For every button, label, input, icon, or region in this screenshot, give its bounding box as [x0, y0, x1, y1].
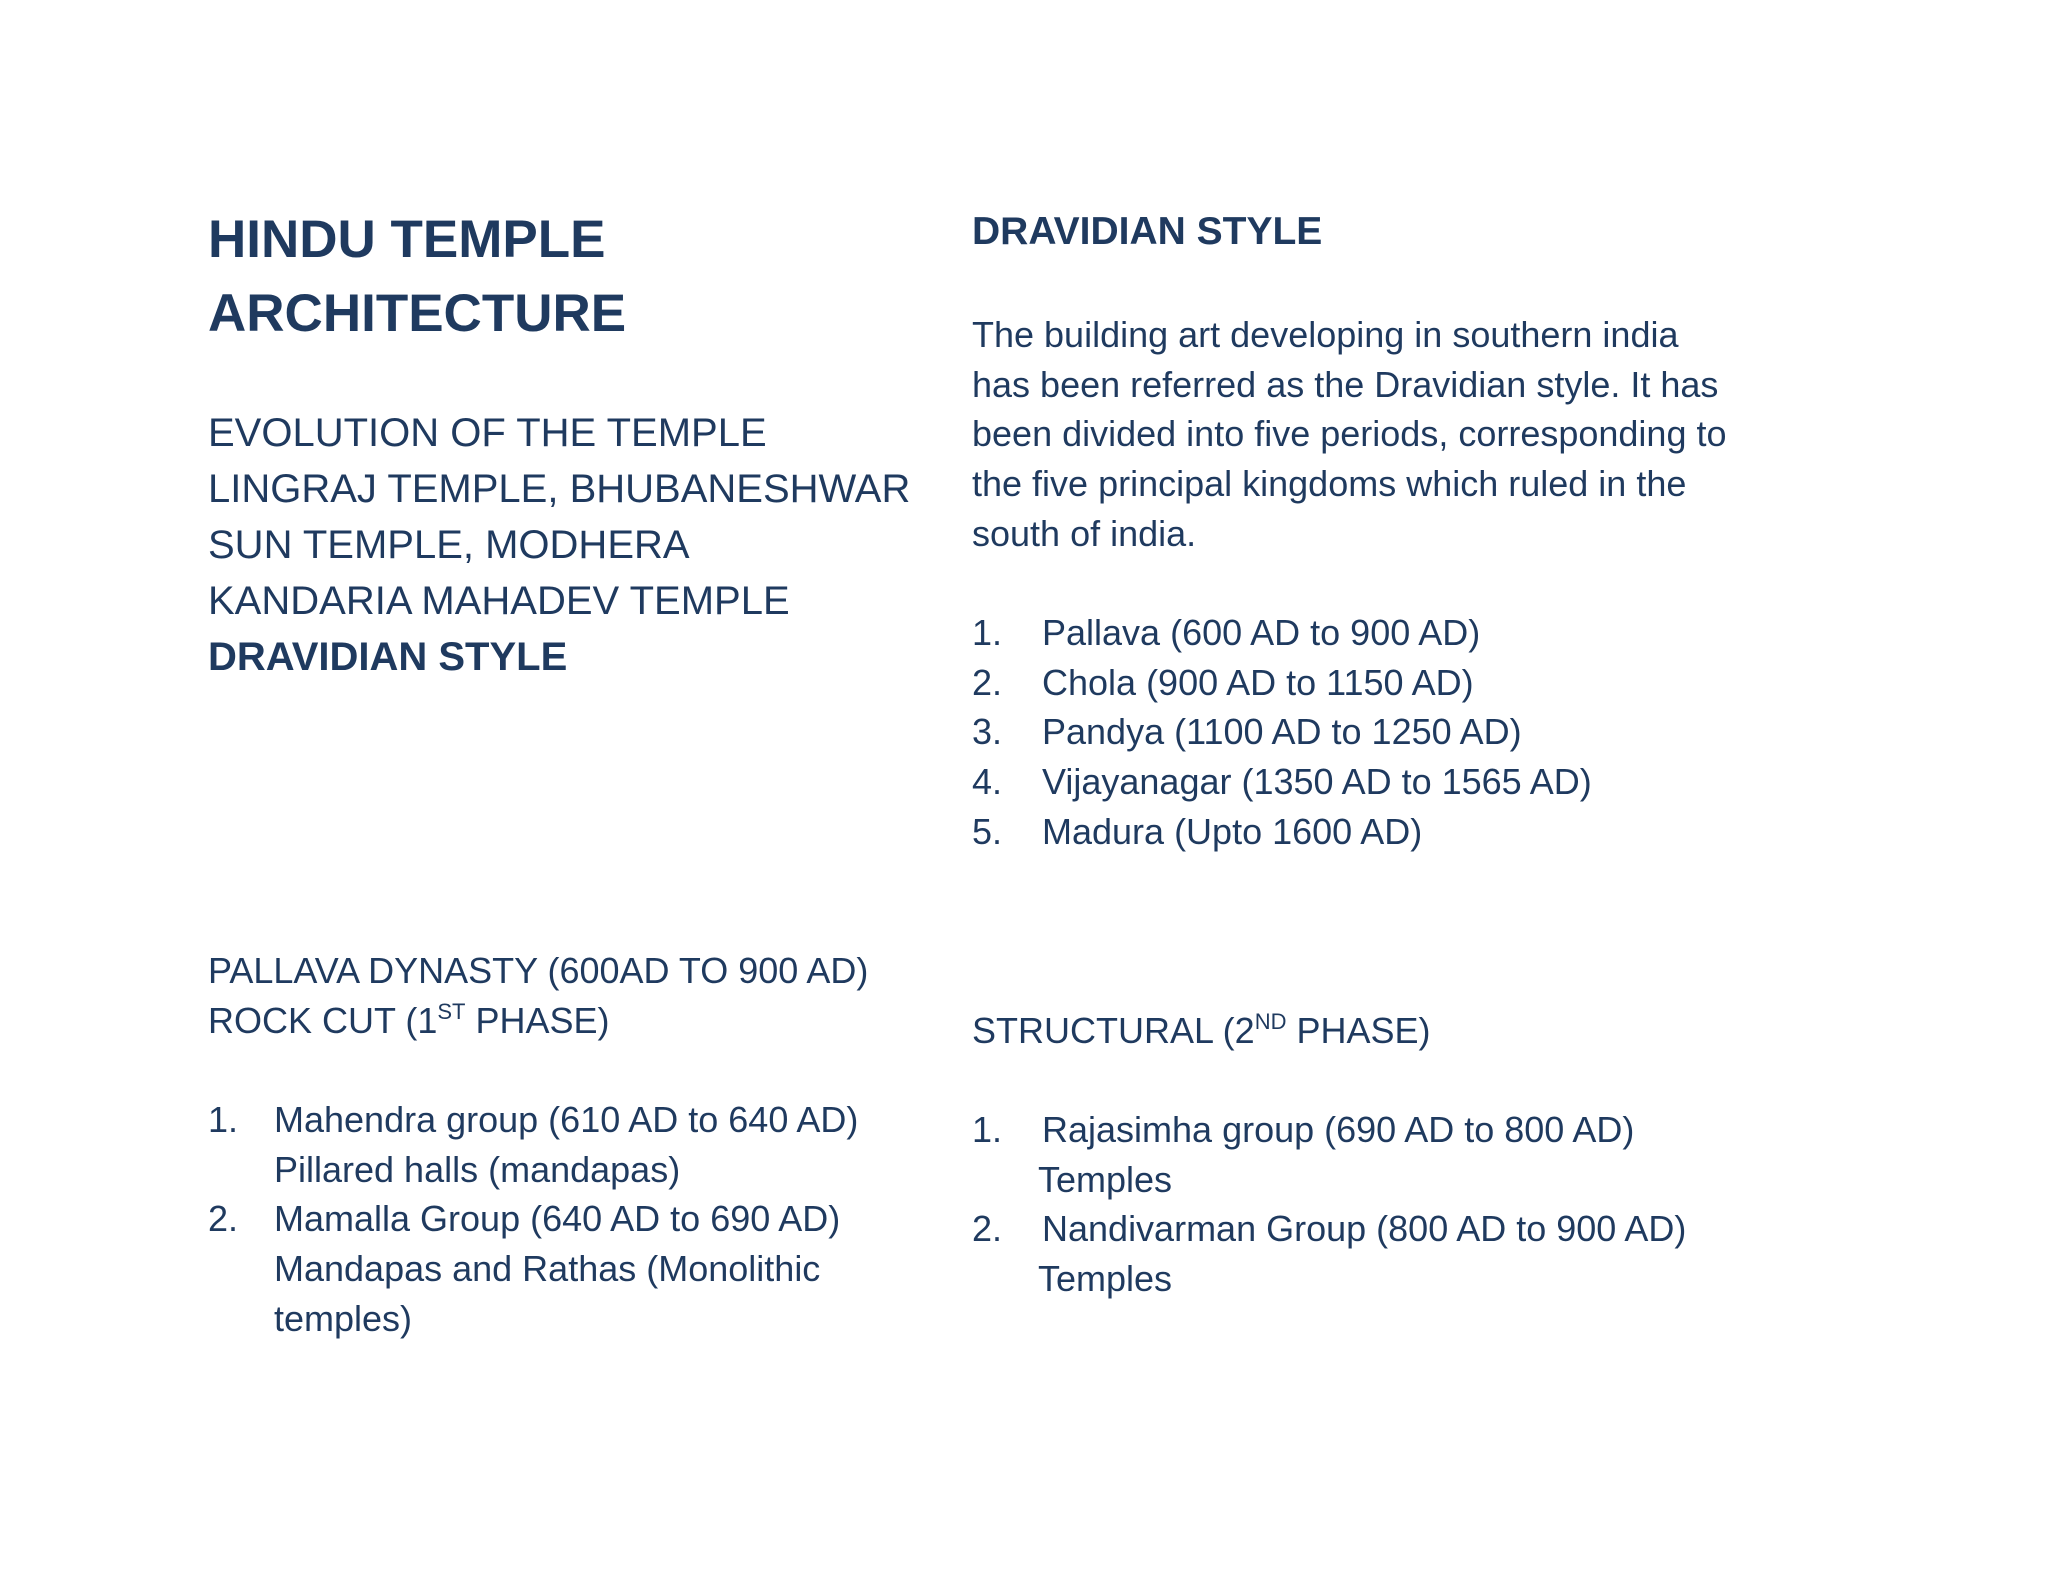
item-subtext: Temples	[1038, 1158, 1173, 1200]
period-item	[972, 658, 1592, 708]
item-subtext: temples)	[274, 1297, 413, 1339]
title-line-2: ARCHITECTURE	[208, 284, 627, 343]
list-number: 3.	[972, 711, 1003, 753]
topic-item: SUN TEMPLE, MODHERA	[208, 523, 690, 567]
section-heading-dravidian: DRAVIDIAN STYLE	[972, 210, 1323, 253]
topic-item: KANDARIA MAHADEV TEMPLE	[208, 579, 790, 623]
rock-cut-list	[208, 1095, 858, 1344]
rock-cut-prefix: ROCK CUT (1	[208, 999, 438, 1041]
paragraph-line: south of india.	[972, 512, 1197, 554]
structural-list	[972, 1105, 1686, 1304]
period-item	[972, 707, 1592, 757]
pallava-dynasty-block	[208, 946, 868, 1045]
page-title	[208, 203, 626, 351]
list-number: 1.	[208, 1099, 239, 1140]
list-number: 2.	[208, 1198, 239, 1240]
period-text: Madura (Upto 1600 AD)	[1042, 810, 1423, 852]
topic-item: EVOLUTION OF THE TEMPLE	[208, 411, 767, 455]
title-line-1: HINDU TEMPLE	[208, 210, 606, 269]
rock-cut-heading	[208, 996, 868, 1046]
item-text: Rajasimha group (690 AD to 800 AD)	[1042, 1109, 1635, 1150]
structural-superscript: ND	[1254, 1009, 1287, 1034]
structural-prefix: STRUCTURAL (2	[972, 1010, 1255, 1051]
period-text: Chola (900 AD to 1150 AD)	[1042, 661, 1474, 703]
paragraph-line: The building art developing in southern india	[972, 314, 1679, 355]
list-number: 4.	[972, 761, 1003, 803]
structural-item	[972, 1204, 1686, 1303]
period-text: Pandya (1100 AD to 1250 AD)	[1042, 711, 1522, 753]
period-item	[972, 757, 1592, 807]
paragraph-line: has been referred as the Dravidian style. It has	[972, 363, 1719, 405]
rock-cut-item	[208, 1095, 858, 1194]
period-item	[972, 608, 1592, 658]
dynasty-heading: PALLAVA DYNASTY (600AD TO 900 AD)	[208, 950, 869, 991]
item-text: Nandivarman Group (800 AD to 900 AD)	[1042, 1208, 1687, 1250]
topic-item-current: DRAVIDIAN STYLE	[208, 635, 568, 679]
topic-item: LINGRAJ TEMPLE, BHUBANESHWAR	[208, 467, 911, 511]
item-subtext: Pillared halls (mandapas)	[274, 1148, 681, 1190]
periods-list	[972, 608, 1592, 857]
rock-cut-item	[208, 1194, 858, 1343]
structural-suffix: PHASE)	[1286, 1010, 1431, 1051]
item-subtext: Mandapas and Rathas (Monolithic	[274, 1248, 821, 1290]
topics-list	[208, 405, 910, 685]
item-subtext: Temples	[1038, 1258, 1173, 1300]
rock-cut-superscript: ST	[437, 998, 466, 1024]
list-number: 2.	[972, 661, 1003, 703]
period-text: Vijayanagar (1350 AD to 1565 AD)	[1042, 761, 1592, 803]
structural-heading	[972, 1006, 1431, 1056]
paragraph-line: the five principal kingdoms which ruled in the	[972, 463, 1687, 505]
period-item	[972, 807, 1592, 857]
item-text: Mahendra group (610 AD to 640 AD)	[274, 1099, 859, 1140]
list-number: 1.	[972, 1109, 1003, 1150]
dravidian-paragraph	[972, 310, 1812, 559]
rock-cut-suffix: PHASE)	[465, 999, 610, 1041]
list-number: 2.	[972, 1208, 1003, 1250]
paragraph-line: been divided into five periods, corresponding to	[972, 413, 1727, 455]
structural-item	[972, 1105, 1686, 1204]
list-number: 5.	[972, 810, 1003, 852]
period-text: Pallava (600 AD to 900 AD)	[1042, 612, 1481, 653]
list-number: 1.	[972, 612, 1003, 653]
item-text: Mamalla Group (640 AD to 690 AD)	[274, 1198, 841, 1240]
